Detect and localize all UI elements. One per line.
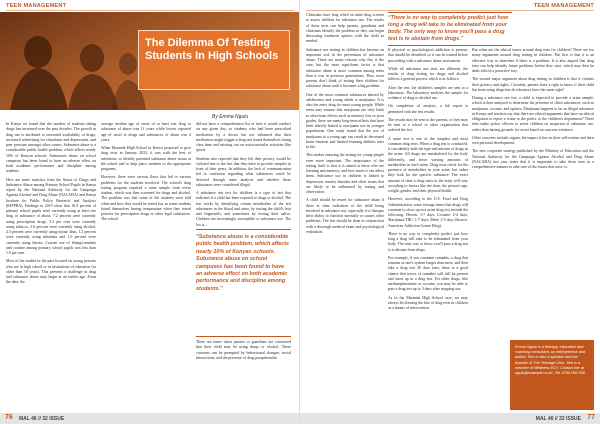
paragraph: The new corporate strategy published by the Ministry of Education and the National Authority for the Campaign Against Alcohol and Drug Abuse (NACADA) last year states that it is important to take these tests in a comprehensive manner to take care of the issues that arise, to xyxy=(472,149,594,169)
paragraph: A urine test is one of the simplest and most common drug tests. When a drug test is conducted, it can identify both the type and amount of drugs in the urine. All drugs are metabolized by the body differently, and leave varying amounts of metabolites in one's urine. Drug tests check for the presence of metabolites in your urine, but rather they look for the specific substance. The exact amount of time a drug stays in the body will vary according to factors like the dose, the person's age, weight, gender, and their physical health. xyxy=(388,136,468,193)
author-bio: Emma Ngulu is a therapy, education and coaching consultant, an entrepreneur and author. She is also a speaker and the founder of The Teenage Club. She is a member of Wellness ECY. Contact her at ngulu@example.co.ke. Tel: 0700 000 000 xyxy=(515,345,586,376)
paragraph: During a substance use test, a child is expected to provide a urine sample, which is then analysed to determine the presence of illicit substances, such as marijuana, cocaine, and opiates. Marijuana happens to be an illegal substance in Kenya and teachers say that there are ethical arguments that have an ethical obligation to report a crime to the police or the children's department? These tests make police officers to arrest children on suspicion of substance use, rather than having grounds for arrest based on concrete evidence. xyxy=(472,96,594,132)
paragraph: Clinicians have long relied on urine drug screens to assess children for substance use. The results of these tests can help parents, guardians and clinicians identify the problem so they can begin discussing treatment options with the child as needed. xyxy=(306,13,384,44)
header-rule xyxy=(306,10,594,11)
paragraph: Most of the studies in the past focused on young persons who are in high school or in institutions of education (or older than 18 years). This presents a challenge as drug and substance abuse may begin at an earlier age. From the data, the xyxy=(6,259,96,285)
paragraph: did not have a comprehensive list of tests it would conduct on any given day, so students who had been prescribed medication by a doctor but not informed that their medication might trigger a drug test found themselves losing class time and missing out on extracurricular activities like sports. xyxy=(196,122,291,153)
pull-quote-rule-top xyxy=(196,229,291,230)
paragraph: Students also reported that they felt their privacy would be violated due to the fact that they have to provide samples in front of their peers. In addition, the lack of communication led to confusion regarding what substances could be detected through urine analysis and whether these substances were considered illegal. xyxy=(196,156,291,187)
right-column-3 xyxy=(472,48,594,336)
paragraph: A substance use test for children is a type of test that indicates if a child has been exposed to drugs or alcohol. The test works by identifying certain metabolites of the test substances in the blood and urine, by testing the child's hair and fingernails, and sometimes by testing their saliva. Children are increasingly susceptible to substance use. The list is... xyxy=(196,191,291,227)
bullet-item: The results may be sent to the parents, or they may be sent to a school or other organization that ordered the test. xyxy=(388,117,468,133)
page-footer xyxy=(0,413,300,424)
article-title: The Dilemma Of Testing Students In High Schools xyxy=(145,37,279,62)
paragraph: The second major argument about drug testing in children is that it violates their privacy and rights. Certainly, parents have a right to know if their child has been using drugs but do educators have the same right? xyxy=(472,77,594,92)
left-column-2 xyxy=(101,122,191,412)
issue-label: MAL 46 // 32 ISSUE xyxy=(19,415,65,422)
right-column-1 xyxy=(306,13,384,412)
paragraph: However, there were serious flaws that led to various problems for the students involved. The school's drug testing program required a urine sample from every student, which was then screened for drugs and alcohol. The problem was that some of the students were told when and how they would be tested but, as some students found themselves having temperature when they tested positive for prescription drugs or other legal substances. The school xyxy=(101,175,191,222)
pull-quote: “Substance abuse is a considerable public health problem, which affects nearly 10% of Kenyan schools. Substance abuse on school campuses has been found to have an adverse effect on both academic performance and discipline among students.” xyxy=(196,234,290,292)
header-rule xyxy=(6,10,294,11)
paragraph: In Kenya we found that the number of students taking drugs has increased over the past decades. The growth in drug use is attributed to increased availability of drugs, increased advertising for stimulants and depressants, and peer pressure amongst other causes. Substance abuse is a considerable public health problem, which affects nearly 10% of Kenyan schools. Substances abuse on school campuses has been found to have an adverse effect on both academic performance and discipline among students. xyxy=(6,122,96,174)
pull-quote: “There is no way to completely predict just how long a drug will take to be eliminated from your body. The only way to know you'll pass a drug test is to abstain from drugs.” xyxy=(388,15,509,42)
title-box xyxy=(138,30,290,90)
paragraph: However, according to the U.S. Food and Drug Administration, some average times that drugs will continue to show up in a urine drug test include the following: Heroin: 3-7 days, Cocaine: 2-4 days, Marijuana/THC: 1-7 days, Meth: 2-5 days (Source: American Addiction Centre Blog). xyxy=(388,197,468,228)
page-number: 76 xyxy=(5,414,13,421)
bullet-item: On completion of analysis, a lab report is generated with the test results. xyxy=(388,104,468,114)
pull-quote-box xyxy=(388,12,512,46)
paragraph: When Maranda High School in Kenya proposed to give drug tests in January 2022, it was with the best of intentions: to identify potential substance abuse issues at the school and to help place students to the appropriate programs. xyxy=(101,146,191,171)
paragraph: But when are the ethical issues around drug tests for children? There are too many arguments around drug testing in children. The first is that it is an effective way to intervene if there is a problem. It is also argued that drug tests can help identify future problems before they start, which may then be dealt with in a proactive way. xyxy=(472,48,594,73)
page-number: 77 xyxy=(587,414,595,421)
paragraph: Other concerns include stigma, the impact it has on their self-esteem and their own personal development. xyxy=(472,135,594,145)
paragraph: As in the Maranda High School case, we may always be drawing the line of drug tests in children as a means of intervention. xyxy=(388,295,468,310)
paragraph: For example, if you consume cannabis, a drug that remains in one's system longer than most, and then take a drug test 30 days later, there is a good chance that traces of cannabis will still be present and show up in a drug test. For other drugs, like methamphetamine or cocaine, you may be able to pass a drug test up to 3 days after stopping use. xyxy=(388,255,468,292)
paragraph: There are times when parents or guardians are concerned that their child may be using drugs or alcohol. These concerns can be prompted by behavioural changes, social interactions, and the presence of drug paraphernalia. xyxy=(196,340,291,360)
paragraph: There is no way to completely predict just how long a drug will take to be eliminated from your body. The only way to know you'll pass a drug test is to abstain from drugs. xyxy=(388,231,468,252)
bullet-item: After the test, the children's samples are sent to a laboratory. The laboratory analyses the sample for evidence of drug or alcohol use. xyxy=(388,85,468,100)
left-column-3-bottom xyxy=(196,340,291,412)
paragraph: One of the most common substances abused by adolescents and young adults is marijuana. It is also the entry drug for most young people. While teens may assume that marijuana use only leads to short-term effects such as memory loss or poor grades, there are many long-term effects that have been directly linked to marijuana use in younger populations. One study found that the use of marijuana at a young age can result in decreased brain function and limited learning abilities later in life. xyxy=(306,92,384,149)
paragraph: A child should be tested for substance abuse if there is clear indication of the child being involved in substance use, especially if it disrupts their ability to function normally or causes other problems. The test should be done in conjunction with a thorough medical exam and psychological evaluation. xyxy=(306,198,384,234)
left-column-1 xyxy=(6,122,96,412)
paragraph: This makes ensuring the testing for young people even more important. The importance of the testing itself is that it is aimed at those who are learning and memory, and how much it can affect them. Substance use in children is linked to depression, anxiety disorder and other issues that are likely to be influenced by testing and observation. xyxy=(306,153,384,194)
paragraph: While all substance use tests are different, the results of drug testing for drugs and alcohol follows a general process which is as follows: xyxy=(388,66,468,82)
right-column-2 xyxy=(388,48,468,412)
left-column-3-top xyxy=(196,122,291,227)
byline: By Emma Ngulu xyxy=(212,114,249,120)
section-header: TEEN MANAGEMENT xyxy=(533,3,594,9)
right-page xyxy=(300,0,600,424)
section-header: TEEN MANAGEMENT xyxy=(6,3,67,9)
paragraph: Substance use testing in children has become an important tool in the prevention of substance abuse. There are many reasons why this is the case, but the most significant factor is that substance abuse is more common among teens than it was in previous generations. Thus, most parents don't think of testing their children for substance abuse until it becomes a big problem. xyxy=(306,47,384,89)
pull-quote-rule-bottom xyxy=(196,336,291,337)
issue-label: MAL 46 // 32 ISSUE xyxy=(535,415,581,422)
paragraph: average median age of onset of at least one drug or substance of abuse was 11 years while lowest reported age of onset to drugs and substances of abuse was 4 years. xyxy=(101,122,191,142)
author-bio-box xyxy=(510,340,594,410)
page-footer xyxy=(300,413,600,424)
hero-image xyxy=(0,12,300,110)
paragraph: If physical or psychological addiction is present, that should be identified so it can be treated before proceeding with a substance abuse assessment. xyxy=(388,48,468,63)
paragraph: Here are some statistics from the Status of Drugs and Substance Abuse among Primary School Pupils in Kenya report by the National Authority for the Campaign Against Alcohol and Drug Abuse (NACADA) and Kenya Institute for Public Policy Research and Analysis (KIPPRA). Findings in 2019 show that 16.9 percent of primary school pupils were currently using at least one drug or substance of abuse, 7.2 percent were currently using prescription drugs, 3.2 per cent were currently using tobacco, 2.6 percent were currently using alcohol, 2.3 percent were currently using miraa/ khat, 1.2 percent were currently using inhalants and 1.0 percent were currently using heroin. Current use of bhang/cannabis and cocaine among primary school pupils was less than 1.0 per cent. xyxy=(6,177,96,255)
